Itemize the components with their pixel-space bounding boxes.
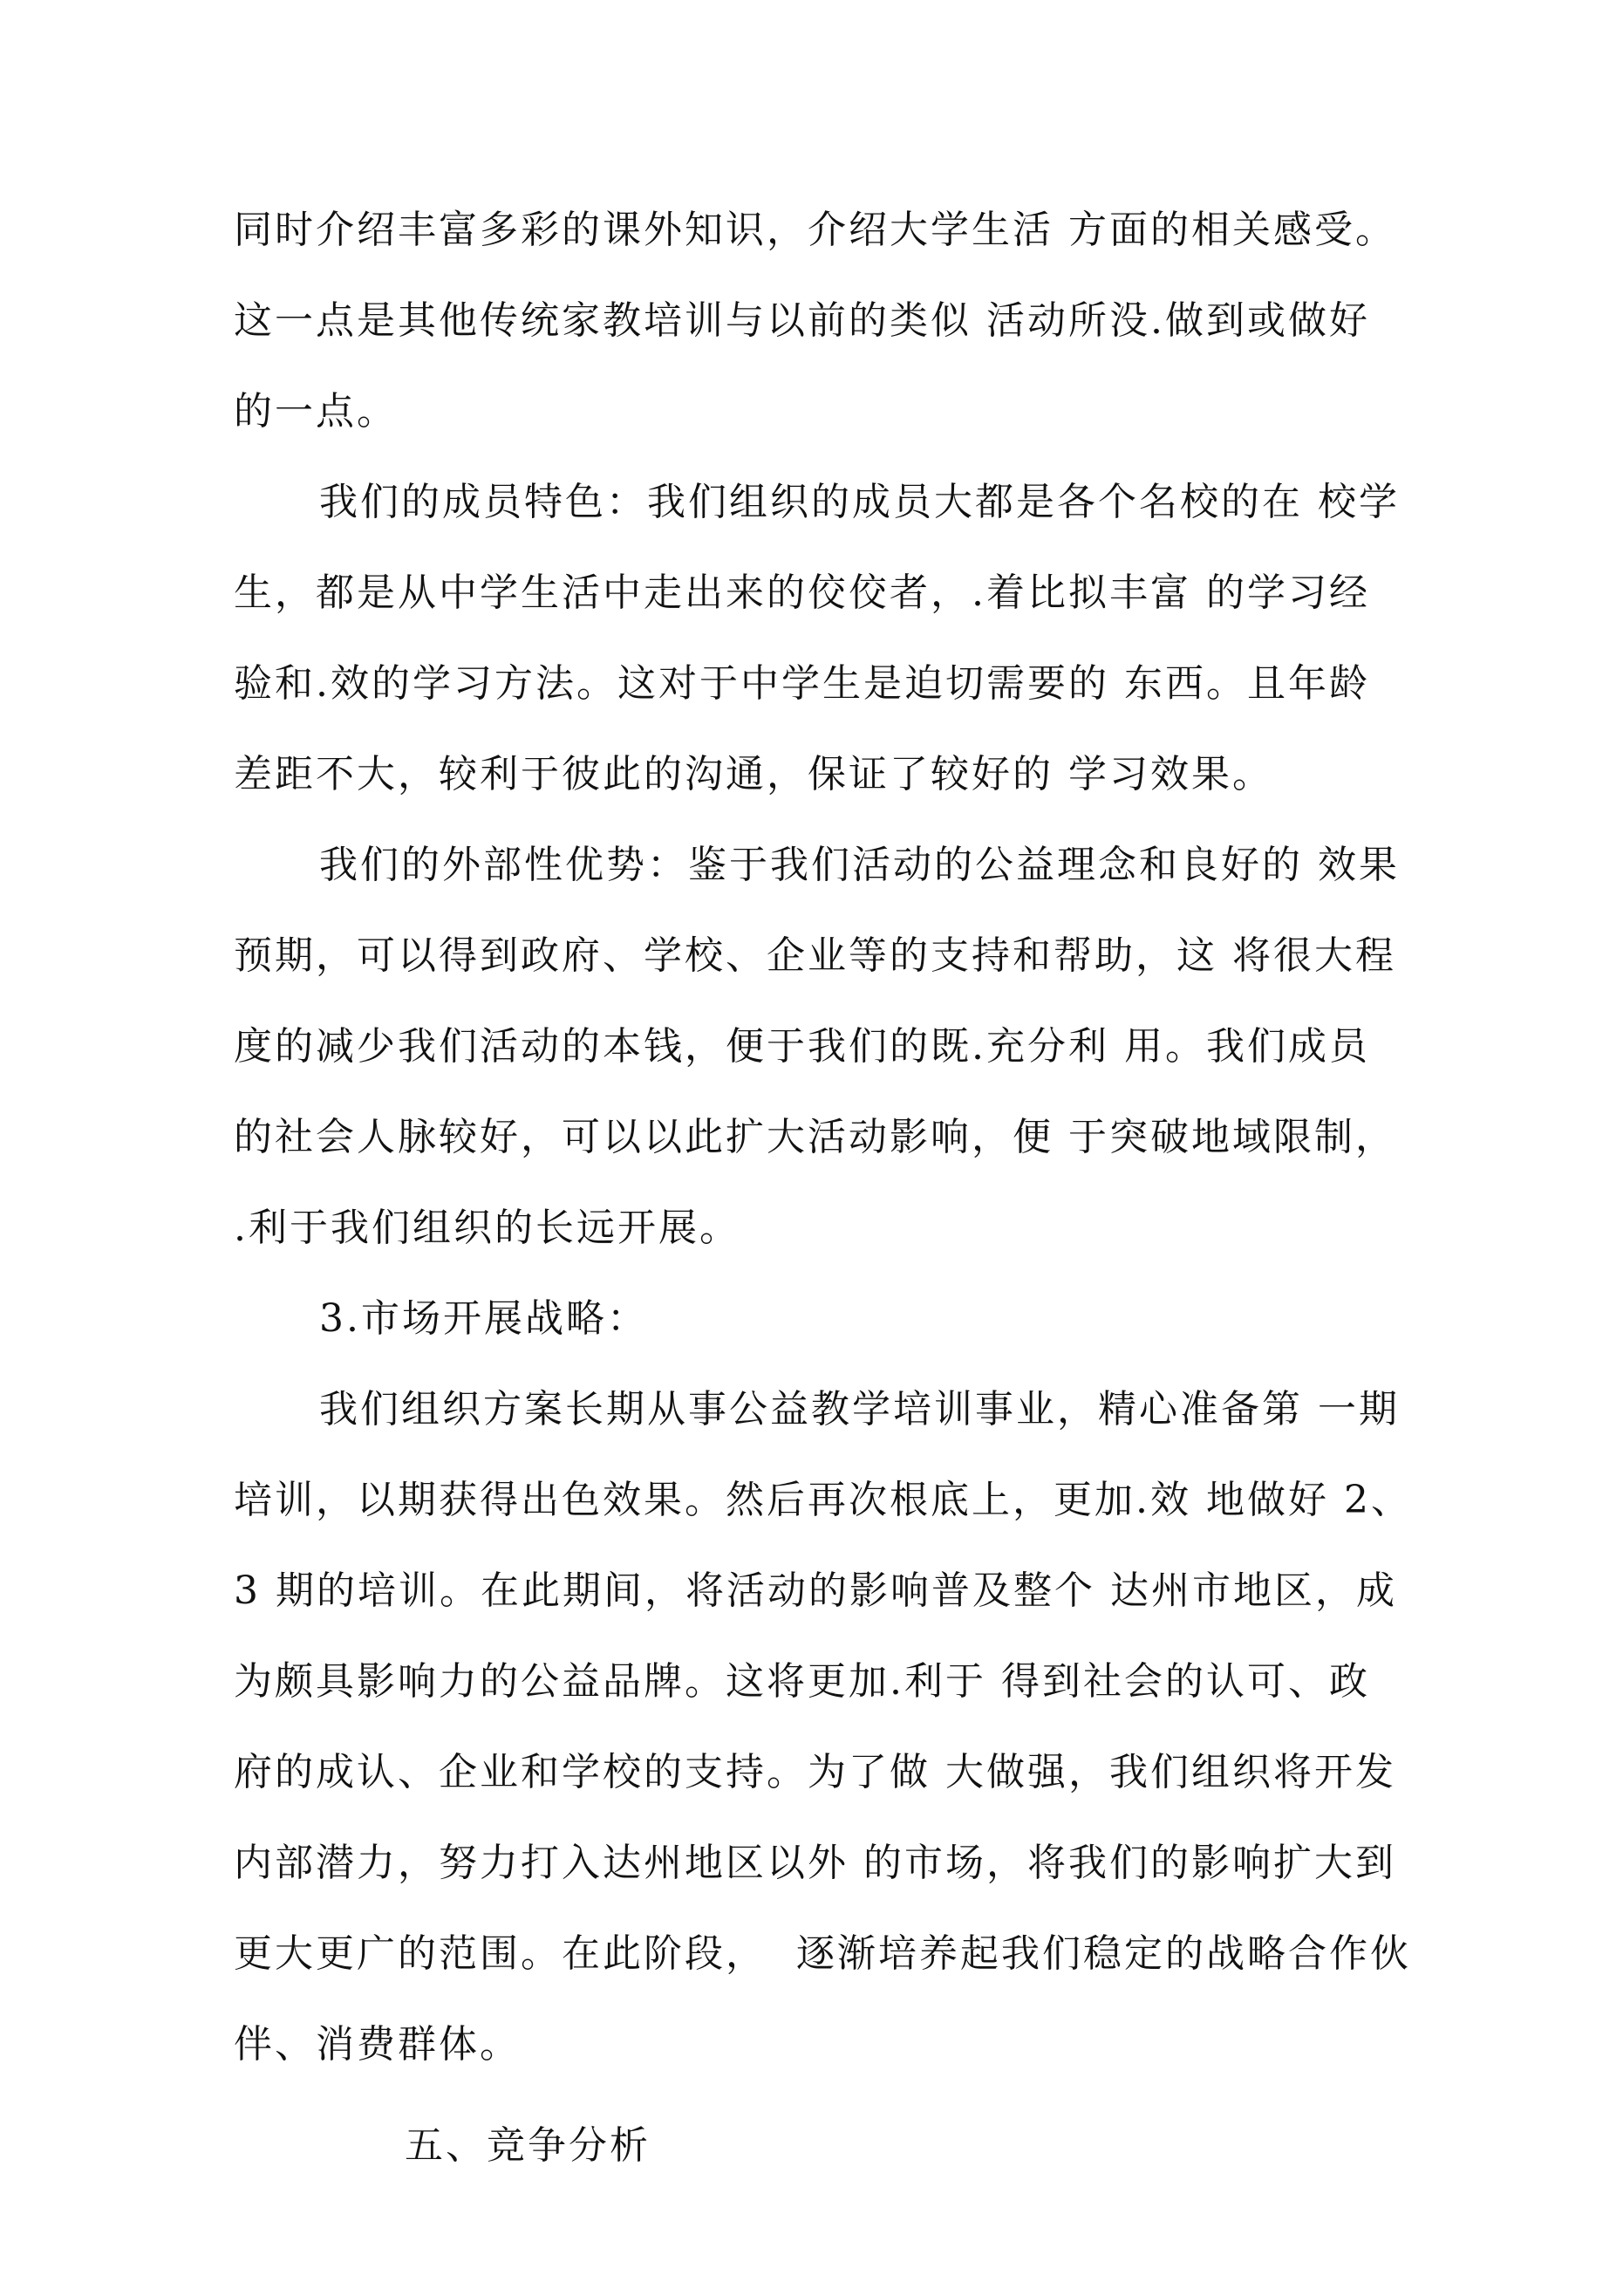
text-line: 3.市场开展战略：	[319, 1296, 648, 1341]
document-page	[234, 185, 1412, 2191]
text-line: 生，都是从中学生活中走出来的佼佼者，.着比拟丰富 的学习经	[234, 571, 1370, 615]
text-line: 同时介绍丰富多彩的课外知识，介绍大学生活 方面的相关感受。	[234, 208, 1396, 252]
text-line: 培训，以期获得出色效果。然后再次根底上，更加.效 地做好 2、	[234, 1478, 1412, 1522]
text-line: 我们组织方案长期从事公益教学培训事业，精心准备第 一期	[319, 1387, 1400, 1432]
text-line: 我们的外部性优势：鉴于我们活动的公益理念和良好的 效果	[319, 843, 1400, 887]
text-line: 内部潜力，努力打入达州地区以外 的市场，将我们的影响扩大到	[234, 1841, 1396, 1885]
text-line: 更大更广的范围。在此阶段， 逐渐培养起我们稳定的战略合作伙	[234, 1931, 1411, 1976]
paragraph	[234, 457, 1402, 820]
text-line: 的一点。	[234, 389, 398, 434]
text-line: 的社会人脉较好，可以以此扩大活动影响，便 于突破地域限制，	[234, 1115, 1396, 1159]
text-line: 差距不大，较利于彼此的沟通，保证了较好的 学习效果。	[234, 752, 1273, 796]
text-line: 府的成认、企业和学校的支持。为了做 大做强，我们组织将开发	[234, 1750, 1396, 1794]
section-heading: 五、竞争分析	[405, 2123, 651, 2168]
paragraph	[234, 185, 1402, 457]
paragraph	[234, 820, 1402, 1274]
text-line: 我们的成员特色：我们组织的成员大都是各个名校的在 校学	[319, 480, 1400, 524]
text-line: 3 期的培训。在此期间，将活动的影响普及整个 达州市地区，成	[234, 1568, 1397, 1613]
paragraph	[234, 1364, 1412, 2090]
section-subheading	[234, 1274, 1402, 1364]
text-line: 预期，可以得到政府、学校、企业等的支持和帮助，这 将很大程	[234, 933, 1396, 978]
text-line: 验和.效的学习方法。这对于中学生是迫切需要的 东西。且年龄	[234, 661, 1370, 706]
text-line: 伴、消费群体。	[234, 2022, 521, 2067]
text-line: 这一点是其他传统家教培训与以前的类似 活动所没.做到或做好	[234, 298, 1370, 343]
text-line: .利于我们组织的长远开展。	[234, 1206, 740, 1250]
text-line: 度的减少我们活动的本钱，便于我们的既.充分利 用。我们成员	[234, 1024, 1370, 1069]
text-line: 为颇具影响力的公益品牌。这将更加.利于 得到社会的认可、政	[234, 1659, 1370, 1704]
